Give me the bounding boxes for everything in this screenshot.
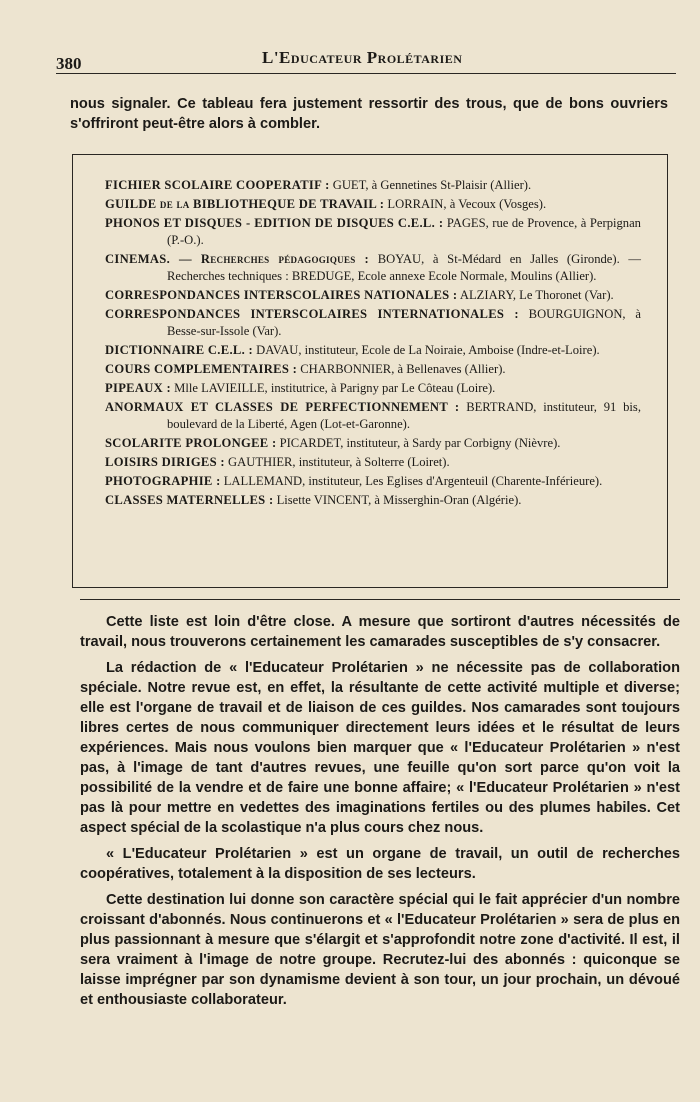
guild-entry bbox=[105, 454, 641, 471]
guild-name: LOISIRS DIRIGES : bbox=[105, 455, 225, 469]
guild-entry bbox=[105, 306, 641, 340]
guild-entry bbox=[105, 251, 641, 285]
guild-contact: GAUTHIER, instituteur, à Solterre (Loiret). bbox=[228, 455, 450, 469]
body-paragraph: Cette destination lui donne son caractère spécial qui le fait apprécier d'un nombre croissant d'abonnés. Nous continuerons et « l'Educateur Prolétarien » sera de plus en plus passionnant à mesure que s'élargit et s'approfondit notre zone d'activité. Il est, il sera vraiment à l'image de notre groupe. Recrutez-lui des abonnés : quiconque se laisse imprégner par son dynamisme devient à son tour, un jour prochain, un dévoué et enthousiaste collaborateur. bbox=[80, 892, 680, 1008]
guild-entry bbox=[105, 361, 641, 378]
guild-contact: BOURGUIGNON, à Besse-sur-Issole (Var). bbox=[167, 307, 641, 338]
box-bottom-rule bbox=[80, 599, 680, 600]
guild-entry bbox=[105, 342, 641, 359]
guild-name: PHOTOGRAPHIE : bbox=[105, 474, 221, 488]
running-header bbox=[56, 46, 676, 80]
guild-contact: BERTRAND, instituteur, 91 bis, boulevard de la Liberté, Agen (Lot-et-Garonne). bbox=[167, 400, 641, 431]
guild-entry bbox=[105, 177, 641, 194]
guild-contact: PAGES, rue de Provence, à Perpignan (P.-O.). bbox=[167, 216, 641, 247]
guild-contact: LORRAIN, à Vecoux (Vosges). bbox=[387, 197, 547, 211]
intro-paragraph: nous signaler. Ce tableau fera justement ressortir des trous, que de bons ouvriers s'offriront peut-être alors à combler. bbox=[70, 96, 668, 132]
guild-contact: CHARBONNIER, à Bellenaves (Allier). bbox=[300, 362, 506, 376]
guild-name: COURS COMPLEMENTAIRES : bbox=[105, 362, 298, 376]
body-text bbox=[80, 612, 680, 1016]
guild-entry bbox=[105, 492, 641, 509]
guild-entry bbox=[105, 473, 641, 490]
page-number: 380 bbox=[56, 54, 82, 73]
guild-name: CINEMAS. — Recherches pédagogiques : bbox=[105, 252, 370, 266]
guild-contact: PICARDET, instituteur, à Sardy par Corbigny (Nièvre). bbox=[279, 436, 561, 450]
guild-name: ANORMAUX ET CLASSES DE PERFECTIONNEMENT : bbox=[105, 400, 460, 414]
body-paragraph: Cette liste est loin d'être close. A mesure que sortiront d'autres nécessités de travail, nous trouverons certainement les camarades susceptibles de s'y consacrer. bbox=[80, 614, 680, 650]
guild-name: PIPEAUX : bbox=[105, 381, 172, 395]
guild-contact: Mlle LAVIEILLE, institutrice, à Parigny par Le Côteau (Loire). bbox=[174, 381, 496, 395]
guild-name: CLASSES MATERNELLES : bbox=[105, 493, 274, 507]
guild-name: PHONOS ET DISQUES - EDITION DE DISQUES C.E.L. : bbox=[105, 216, 444, 230]
guild-list-box bbox=[72, 154, 668, 588]
guild-entry bbox=[105, 215, 641, 249]
guild-name: CORRESPONDANCES INTERSCOLAIRES NATIONALES : bbox=[105, 288, 458, 302]
guild-entry bbox=[105, 196, 641, 213]
running-title: L'Educateur Prolétarien bbox=[262, 48, 463, 67]
guild-entry bbox=[105, 399, 641, 433]
body-paragraph: La rédaction de « l'Educateur Prolétarien » ne nécessite pas de collaboration spéciale. Notre revue est, en effet, la résultante de cette activité multiple et diverse; elle est l'organe de travail et de liaison de ces guildes. Nos camarades sont toujours libres certes de nous communiquer directement leurs idées et le résultat de leurs expériences. Mais nous voulons bien marquer que « l'Educateur Prolétarien » n'est pas, à l'image de tant d'autres revues, une feuille qu'on sort parce qu'on voit la possibilité de la vendre et de faire une bonne affaire; « l'Educateur Prolétarien » n'est pas là pour mettre en vedettes des imaginations fertiles ou des plumes habiles. Cet aspect spécial de la scolastique n'a plus cours chez nous. bbox=[80, 660, 680, 836]
guild-contact: BOYAU, à St-Médard en Jalles (Gironde). — Recherches techniques : BREDUGE, Ecole annexe Ecole Normale, Moulins (Allier). bbox=[167, 252, 642, 283]
guild-entry bbox=[105, 380, 641, 397]
guild-name: GUILDE de la BIBLIOTHEQUE DE TRAVAIL : bbox=[105, 197, 385, 211]
guild-name: CORRESPONDANCES INTERSCOLAIRES INTERNATIONALES : bbox=[105, 307, 519, 321]
guild-name: FICHIER SCOLAIRE COOPERATIF : bbox=[105, 178, 330, 192]
guild-contact: Lisette VINCENT, à Misserghin-Oran (Algérie). bbox=[276, 493, 522, 507]
guild-name: DICTIONNAIRE C.E.L. : bbox=[105, 343, 253, 357]
guild-entry bbox=[105, 435, 641, 452]
header-rule bbox=[56, 73, 676, 74]
guild-contact: LALLEMAND, instituteur, Les Eglises d'Argenteuil (Charente-Inférieure). bbox=[223, 474, 603, 488]
guild-contact: GUET, à Gennetines St-Plaisir (Allier). bbox=[332, 178, 532, 192]
guild-entry bbox=[105, 287, 641, 304]
guild-contact: ALZIARY, Le Thoronet (Var). bbox=[459, 288, 614, 302]
guild-contact: DAVAU, instituteur, Ecole de La Noiraie, Amboise (Indre-et-Loire). bbox=[256, 343, 600, 357]
guild-name: SCOLARITE PROLONGEE : bbox=[105, 436, 277, 450]
body-paragraph: « L'Educateur Prolétarien » est un organe de travail, un outil de recherches coopératives, totalement à la disposition de ses lecteurs. bbox=[80, 846, 680, 882]
